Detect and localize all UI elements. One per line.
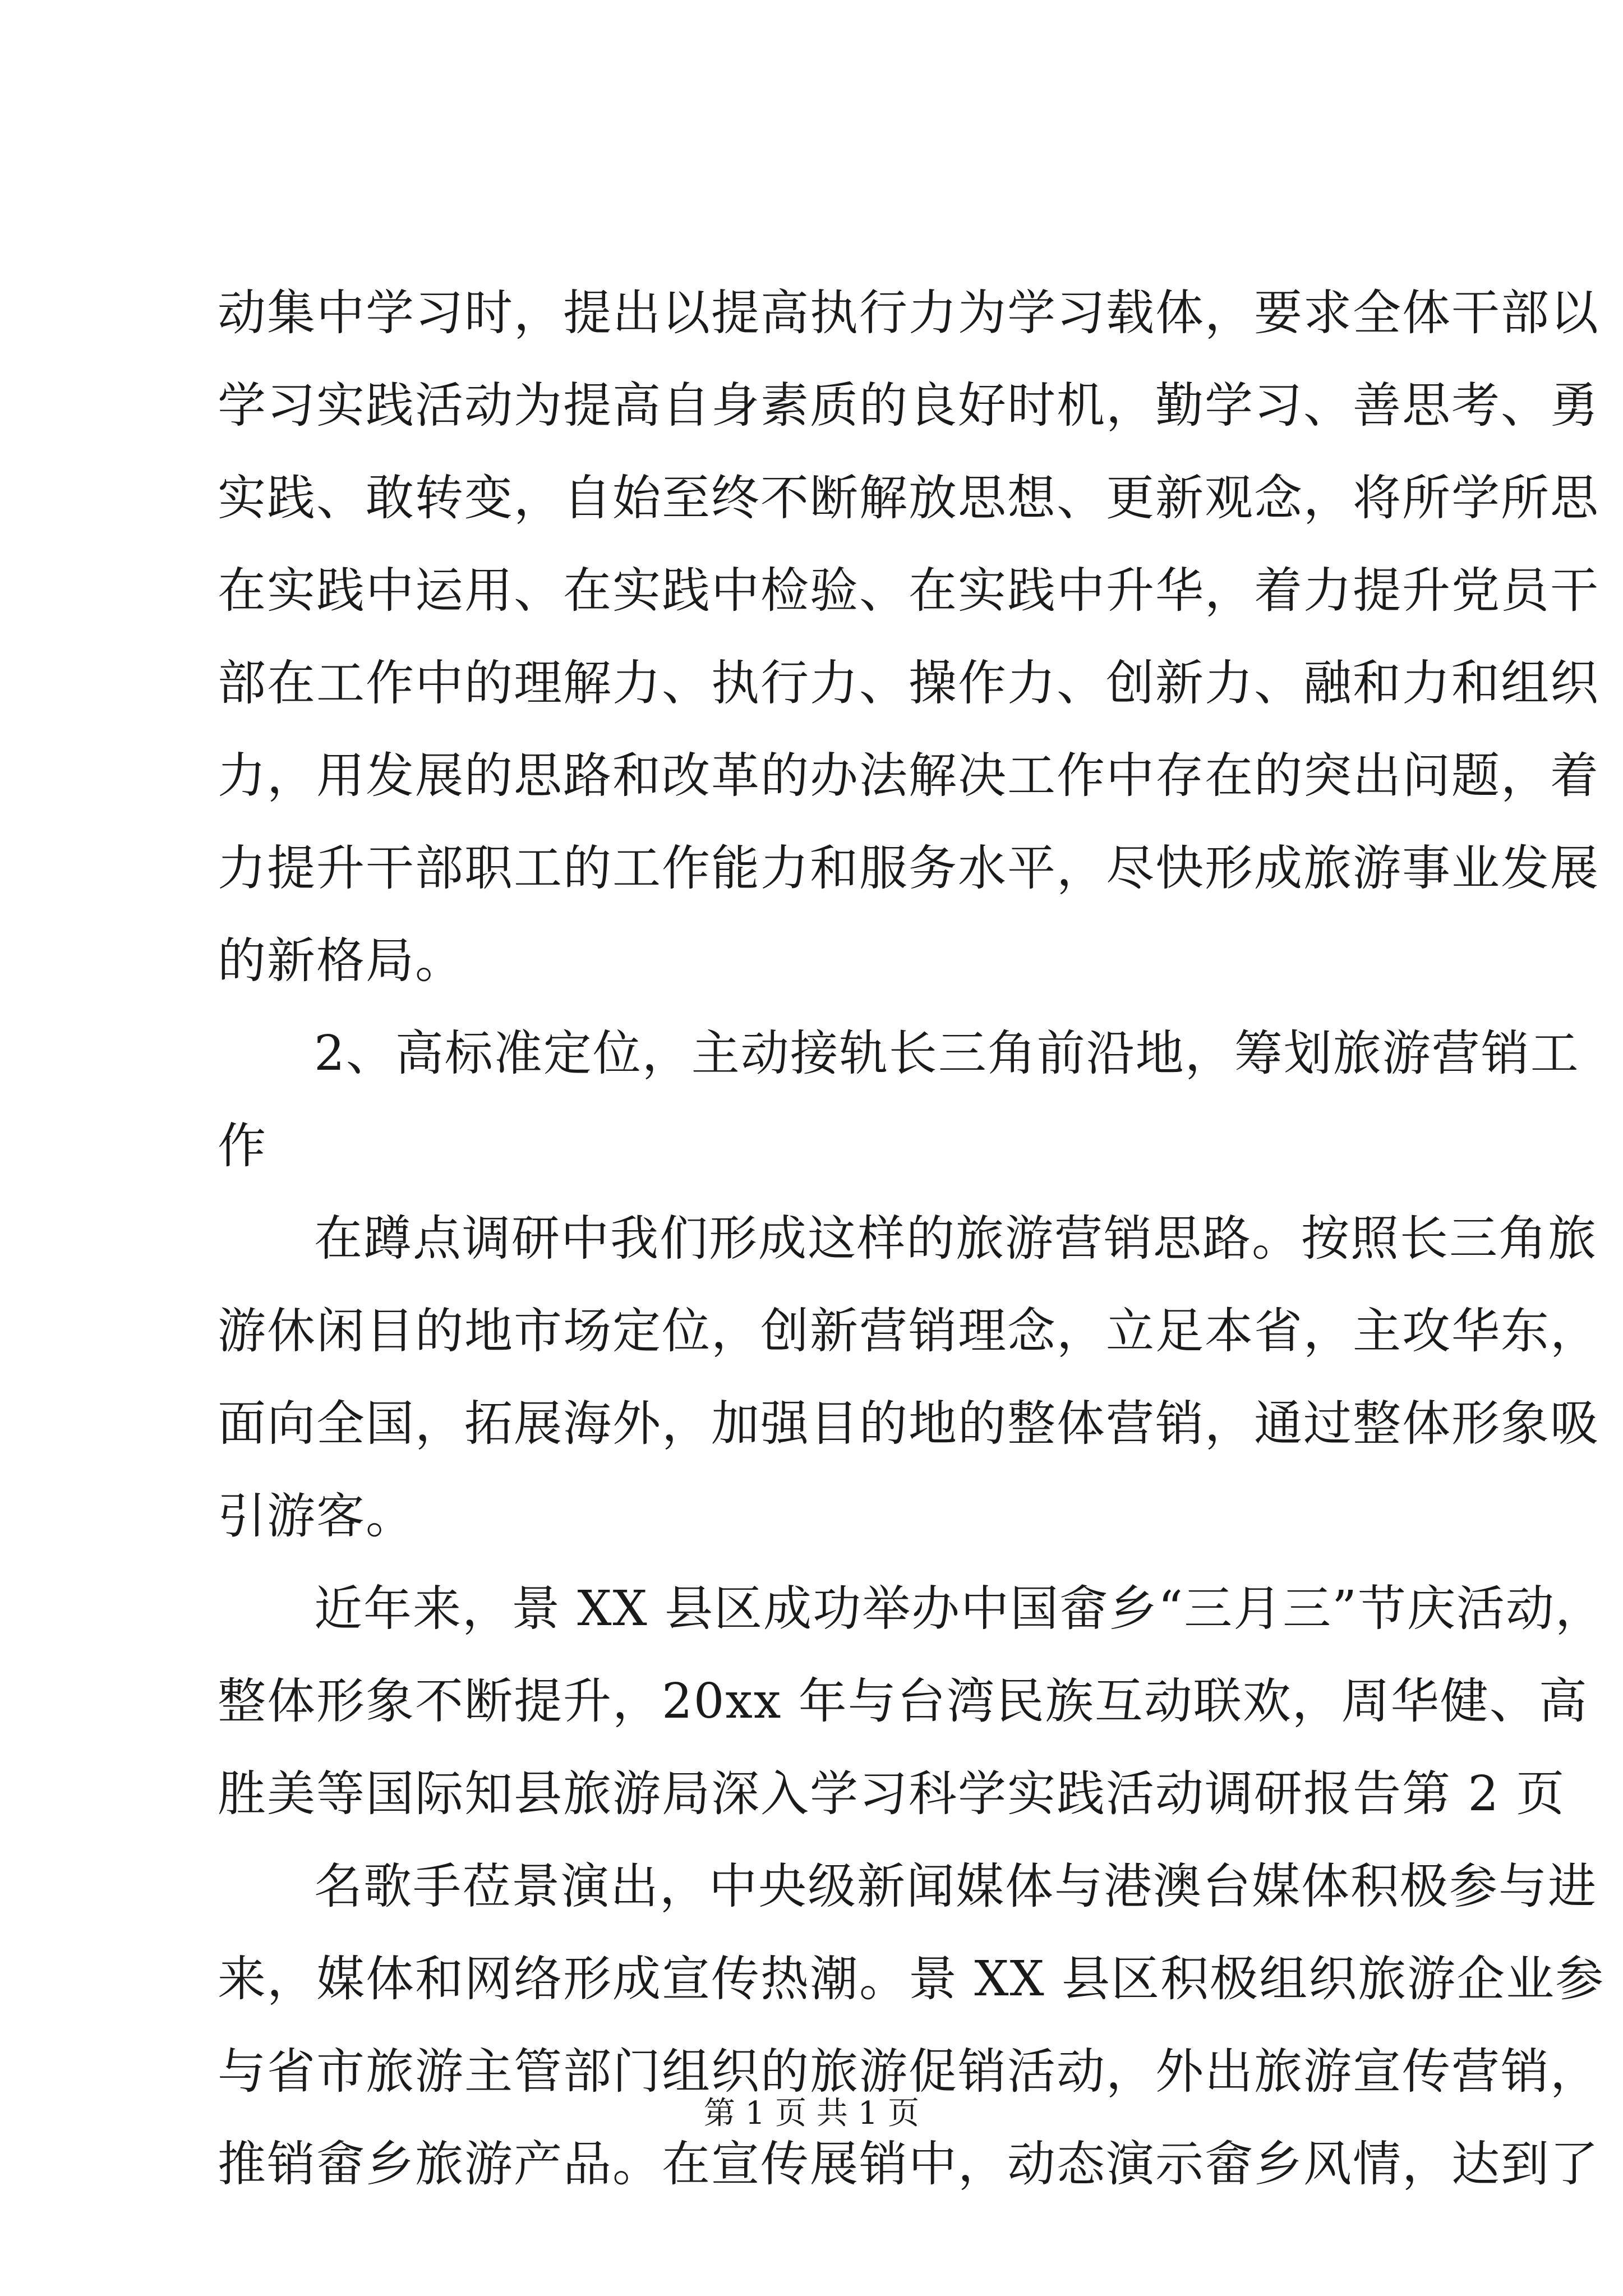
paragraph-line: 与省市旅游主管部门组织的旅游促销活动，外出旅游宣传营销， <box>218 2044 1599 2100</box>
page-number-footer: 第 1 页 共 1 页 <box>703 2095 920 2132</box>
paragraph-line: 实践、敢转变，自始至终不断解放思想、更新观念，将所学所思 <box>218 470 1599 526</box>
paragraph-line: 在实践中运用、在实践中检验、在实践中升华，着力提升党员干 <box>218 563 1599 619</box>
section-heading-line: 2、高标准定位，主动接轨长三角前沿地，筹划旅游营销工 <box>314 1025 1580 1082</box>
paragraph-line: 引游客。 <box>218 1488 415 1544</box>
paragraph-line: 的新格局。 <box>218 933 464 989</box>
paragraph-line: 力提升干部职工的工作能力和服务水平，尽快形成旅游事业发展 <box>218 840 1599 896</box>
paragraph-line: 游休闲目的地市场定位，创新营销理念，立足本省，主攻华东， <box>218 1303 1599 1359</box>
paragraph-line: 学习实践活动为提高自身素质的良好时机，勤学习、善思考、勇 <box>218 378 1599 434</box>
paragraph-line: 胜美等国际知县旅游局深入学习科学实践活动调研报告第 2 页 <box>218 1766 1566 1822</box>
paragraph-line: 面向全国，拓展海外，加强目的地的整体营销，通过整体形象吸 <box>218 1396 1599 1452</box>
paragraph-line: 在蹲点调研中我们形成这样的旅游营销思路。按照长三角旅 <box>314 1211 1597 1267</box>
paragraph-line: 动集中学习时，提出以提高执行力为学习载体，要求全体干部以 <box>218 285 1599 341</box>
paragraph-line: 来，媒体和网络形成宣传热潮。景 XX 县区积极组织旅游企业参 <box>218 1951 1605 2007</box>
paragraph-line: 力，用发展的思路和改革的办法解决工作中存在的突出问题，着 <box>218 748 1599 804</box>
paragraph-line: 部在工作中的理解力、执行力、操作力、创新力、融和力和组织 <box>218 655 1599 711</box>
paragraph-line: 整体形象不断提升，20xx 年与台湾民族互动联欢，周华健、高 <box>218 1673 1588 1729</box>
paragraph-line: 近年来，景 XX 县区成功举办中国畲乡“三月三”节庆活动， <box>314 1581 1605 1637</box>
section-heading-line: 作 <box>218 1118 267 1174</box>
paragraph-line: 名歌手莅景演出，中央级新闻媒体与港澳台媒体积极参与进 <box>314 1858 1597 1915</box>
paragraph-line: 推销畲乡旅游产品。在宣传展销中，动态演示畲乡风情，达到了 <box>218 2136 1599 2192</box>
document-body <box>218 267 1605 2211</box>
